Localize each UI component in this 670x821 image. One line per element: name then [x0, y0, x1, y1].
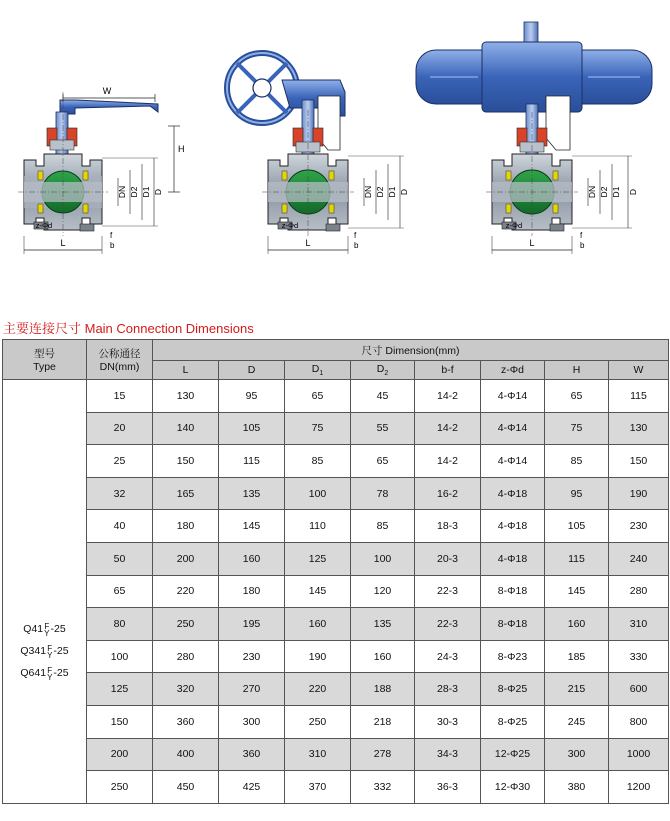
cell-bf: 24-3 [415, 640, 481, 673]
cell-w: 1200 [609, 771, 669, 804]
table-row [3, 771, 669, 804]
cell-h: 105 [545, 510, 609, 543]
dim-d1-label: D1 [141, 186, 151, 198]
gear-valve-drawing [227, 53, 409, 254]
cell-dn: 100 [87, 640, 153, 673]
cell-d2: 218 [351, 705, 415, 738]
cell-h: 160 [545, 608, 609, 641]
cell-dn: 50 [87, 542, 153, 575]
cell-w: 1000 [609, 738, 669, 771]
cell-d2: 45 [351, 380, 415, 413]
dim-b-label: b [110, 241, 115, 250]
cell-zd: 8-Φ18 [481, 608, 545, 641]
dim-l-label-3: L [529, 238, 535, 248]
cell-bf: 18-3 [415, 510, 481, 543]
cell-d: 425 [219, 771, 285, 804]
cell-d1: 190 [285, 640, 351, 673]
cell-w: 600 [609, 673, 669, 706]
cell-dn: 125 [87, 673, 153, 706]
cell-w: 240 [609, 542, 669, 575]
cell-d2: 78 [351, 477, 415, 510]
cell-d2: 85 [351, 510, 415, 543]
dn-header-cn: 公称通径 [98, 348, 141, 360]
cell-l: 220 [153, 575, 219, 608]
cell-d2: 160 [351, 640, 415, 673]
cell-bf: 30-3 [415, 705, 481, 738]
cell-d1: 250 [285, 705, 351, 738]
dim-h-label: H [178, 144, 185, 154]
dim-bolt-label-2: z-Φd [281, 221, 299, 230]
cell-dn: 32 [87, 477, 153, 510]
dim-l-label-2: L [305, 238, 311, 248]
cell-d1: 145 [285, 575, 351, 608]
column-header-1: D [219, 361, 285, 380]
dim-d1-label-2: D1 [387, 186, 397, 198]
cell-d1: 75 [285, 412, 351, 445]
dim-d2-label-3: D2 [599, 186, 609, 198]
cell-dn: 25 [87, 445, 153, 478]
cell-d1: 370 [285, 771, 351, 804]
valve-drawings [0, 0, 670, 300]
column-header-2: $D_1$ [285, 361, 351, 380]
cell-d: 105 [219, 412, 285, 445]
cell-dn: 150 [87, 705, 153, 738]
cell-w: 230 [609, 510, 669, 543]
cell-w: 190 [609, 477, 669, 510]
model-cell [3, 380, 87, 804]
cell-d: 195 [219, 608, 285, 641]
cell-zd: 8-Φ25 [481, 673, 545, 706]
cell-zd: 4-Φ14 [481, 412, 545, 445]
cell-d2: 100 [351, 542, 415, 575]
cell-bf: 22-3 [415, 608, 481, 641]
dim-w-label: W [102, 86, 112, 96]
cell-zd: 4-Φ14 [481, 445, 545, 478]
table-row [3, 673, 669, 706]
cell-d: 300 [219, 705, 285, 738]
cell-d1: 100 [285, 477, 351, 510]
cell-d1: 65 [285, 380, 351, 413]
cell-h: 245 [545, 705, 609, 738]
cell-w: 115 [609, 380, 669, 413]
dim-bolt-label: z-Φd [35, 221, 53, 230]
cell-zd: 12-Φ30 [481, 771, 545, 804]
cell-l: 150 [153, 445, 219, 478]
cell-bf: 14-2 [415, 445, 481, 478]
cell-d1: 125 [285, 542, 351, 575]
column-header-6: H [545, 361, 609, 380]
cell-dn: 40 [87, 510, 153, 543]
dim-b-label-3: b [580, 241, 585, 250]
cell-w: 800 [609, 705, 669, 738]
dim-dn-label: DN [117, 185, 127, 199]
table-row [3, 380, 669, 413]
cell-h: 380 [545, 771, 609, 804]
cell-d2: 188 [351, 673, 415, 706]
cell-l: 280 [153, 640, 219, 673]
cell-l: 250 [153, 608, 219, 641]
cell-d1: 85 [285, 445, 351, 478]
dimension-table [2, 339, 669, 804]
cell-dn: 20 [87, 412, 153, 445]
cell-d1: 160 [285, 608, 351, 641]
cell-zd: 8-Φ23 [481, 640, 545, 673]
cell-dn: 15 [87, 380, 153, 413]
cell-l: 360 [153, 705, 219, 738]
cell-l: 320 [153, 673, 219, 706]
cell-w: 310 [609, 608, 669, 641]
cell-dn: 80 [87, 608, 153, 641]
table-row [3, 510, 669, 543]
dim-d-label: D [153, 188, 163, 196]
dim-d-label-2: D [399, 188, 409, 196]
cell-h: 185 [545, 640, 609, 673]
dim-dn-label-2: DN [363, 185, 373, 199]
cell-d2: 278 [351, 738, 415, 771]
cell-bf: 22-3 [415, 575, 481, 608]
cell-l: 200 [153, 542, 219, 575]
cell-d: 160 [219, 542, 285, 575]
cell-h: 95 [545, 477, 609, 510]
cell-d: 145 [219, 510, 285, 543]
type-header [3, 340, 87, 380]
table-row [3, 640, 669, 673]
cell-d: 95 [219, 380, 285, 413]
cell-h: 65 [545, 380, 609, 413]
column-header-3: $D_2$ [351, 361, 415, 380]
cell-w: 330 [609, 640, 669, 673]
cell-h: 300 [545, 738, 609, 771]
cell-l: 400 [153, 738, 219, 771]
cell-w: 280 [609, 575, 669, 608]
cell-bf: 28-3 [415, 673, 481, 706]
table-row [3, 477, 669, 510]
dim-d1-label-3: D1 [611, 186, 621, 198]
cell-d: 270 [219, 673, 285, 706]
cell-zd: 4-Φ18 [481, 510, 545, 543]
cell-bf: 34-3 [415, 738, 481, 771]
dn-header-en: DN(mm) [99, 361, 140, 373]
cell-dn: 200 [87, 738, 153, 771]
cell-zd: 12-Φ25 [481, 738, 545, 771]
column-header-4: b-f [415, 361, 481, 380]
cell-d1: 110 [285, 510, 351, 543]
cell-h: 145 [545, 575, 609, 608]
table-row [3, 542, 669, 575]
cell-d2: 135 [351, 608, 415, 641]
cell-d: 115 [219, 445, 285, 478]
section-title: 主要连接尺寸 Main Connection Dimensions [3, 321, 254, 336]
cell-bf: 20-3 [415, 542, 481, 575]
cell-d2: 332 [351, 771, 415, 804]
lever-valve-drawing [18, 86, 185, 254]
cell-h: 215 [545, 673, 609, 706]
cell-zd: 4-Φ18 [481, 542, 545, 575]
cell-zd: 8-Φ18 [481, 575, 545, 608]
table-row [3, 445, 669, 478]
cell-d: 135 [219, 477, 285, 510]
cell-d2: 65 [351, 445, 415, 478]
column-header-5: z-Φd [481, 361, 545, 380]
cell-w: 130 [609, 412, 669, 445]
cell-d2: 55 [351, 412, 415, 445]
dim-f-label-2: f [354, 231, 357, 240]
table-row [3, 608, 669, 641]
dim-dn-label-3: DN [587, 185, 597, 199]
pneumatic-valve-drawing [416, 22, 652, 254]
dn-header [87, 340, 153, 380]
cell-d1: 220 [285, 673, 351, 706]
cell-bf: 16-2 [415, 477, 481, 510]
cell-h: 75 [545, 412, 609, 445]
cell-d: 360 [219, 738, 285, 771]
dim-b-label-2: b [354, 241, 359, 250]
cell-zd: 8-Φ25 [481, 705, 545, 738]
cell-l: 130 [153, 380, 219, 413]
cell-d: 180 [219, 575, 285, 608]
cell-l: 450 [153, 771, 219, 804]
column-header-7: W [609, 361, 669, 380]
cell-zd: 4-Φ18 [481, 477, 545, 510]
model-code: Q41 F Y -25 [23, 621, 66, 638]
column-header-0: L [153, 361, 219, 380]
cell-h: 85 [545, 445, 609, 478]
cell-d: 230 [219, 640, 285, 673]
dim-d-label-3: D [628, 188, 638, 196]
dim-d2-label-2: D2 [375, 186, 385, 198]
table-body [3, 380, 669, 804]
dimension-header: 尺寸 Dimension(mm) [153, 340, 669, 361]
cell-h: 115 [545, 542, 609, 575]
table-row [3, 705, 669, 738]
cell-l: 140 [153, 412, 219, 445]
dim-f-label: f [110, 231, 113, 240]
dim-bolt-label-3: z-Φd [505, 221, 523, 230]
table-row [3, 412, 669, 445]
model-code: Q641 F Y -25 [20, 665, 69, 682]
cell-w: 150 [609, 445, 669, 478]
type-header-en: Type [33, 361, 56, 373]
model-code: Q341 F Y -25 [20, 643, 69, 660]
cell-bf: 14-2 [415, 380, 481, 413]
cell-bf: 36-3 [415, 771, 481, 804]
cell-dn: 65 [87, 575, 153, 608]
dim-d2-label: D2 [129, 186, 139, 198]
cell-l: 165 [153, 477, 219, 510]
cell-dn: 250 [87, 771, 153, 804]
type-header-cn: 型号 [34, 348, 55, 360]
cell-zd: 4-Φ14 [481, 380, 545, 413]
table-row [3, 575, 669, 608]
cell-l: 180 [153, 510, 219, 543]
cell-d1: 310 [285, 738, 351, 771]
table-row [3, 738, 669, 771]
cell-bf: 14-2 [415, 412, 481, 445]
dim-f-label-3: f [580, 231, 583, 240]
dim-l-label: L [60, 238, 66, 248]
cell-d2: 120 [351, 575, 415, 608]
